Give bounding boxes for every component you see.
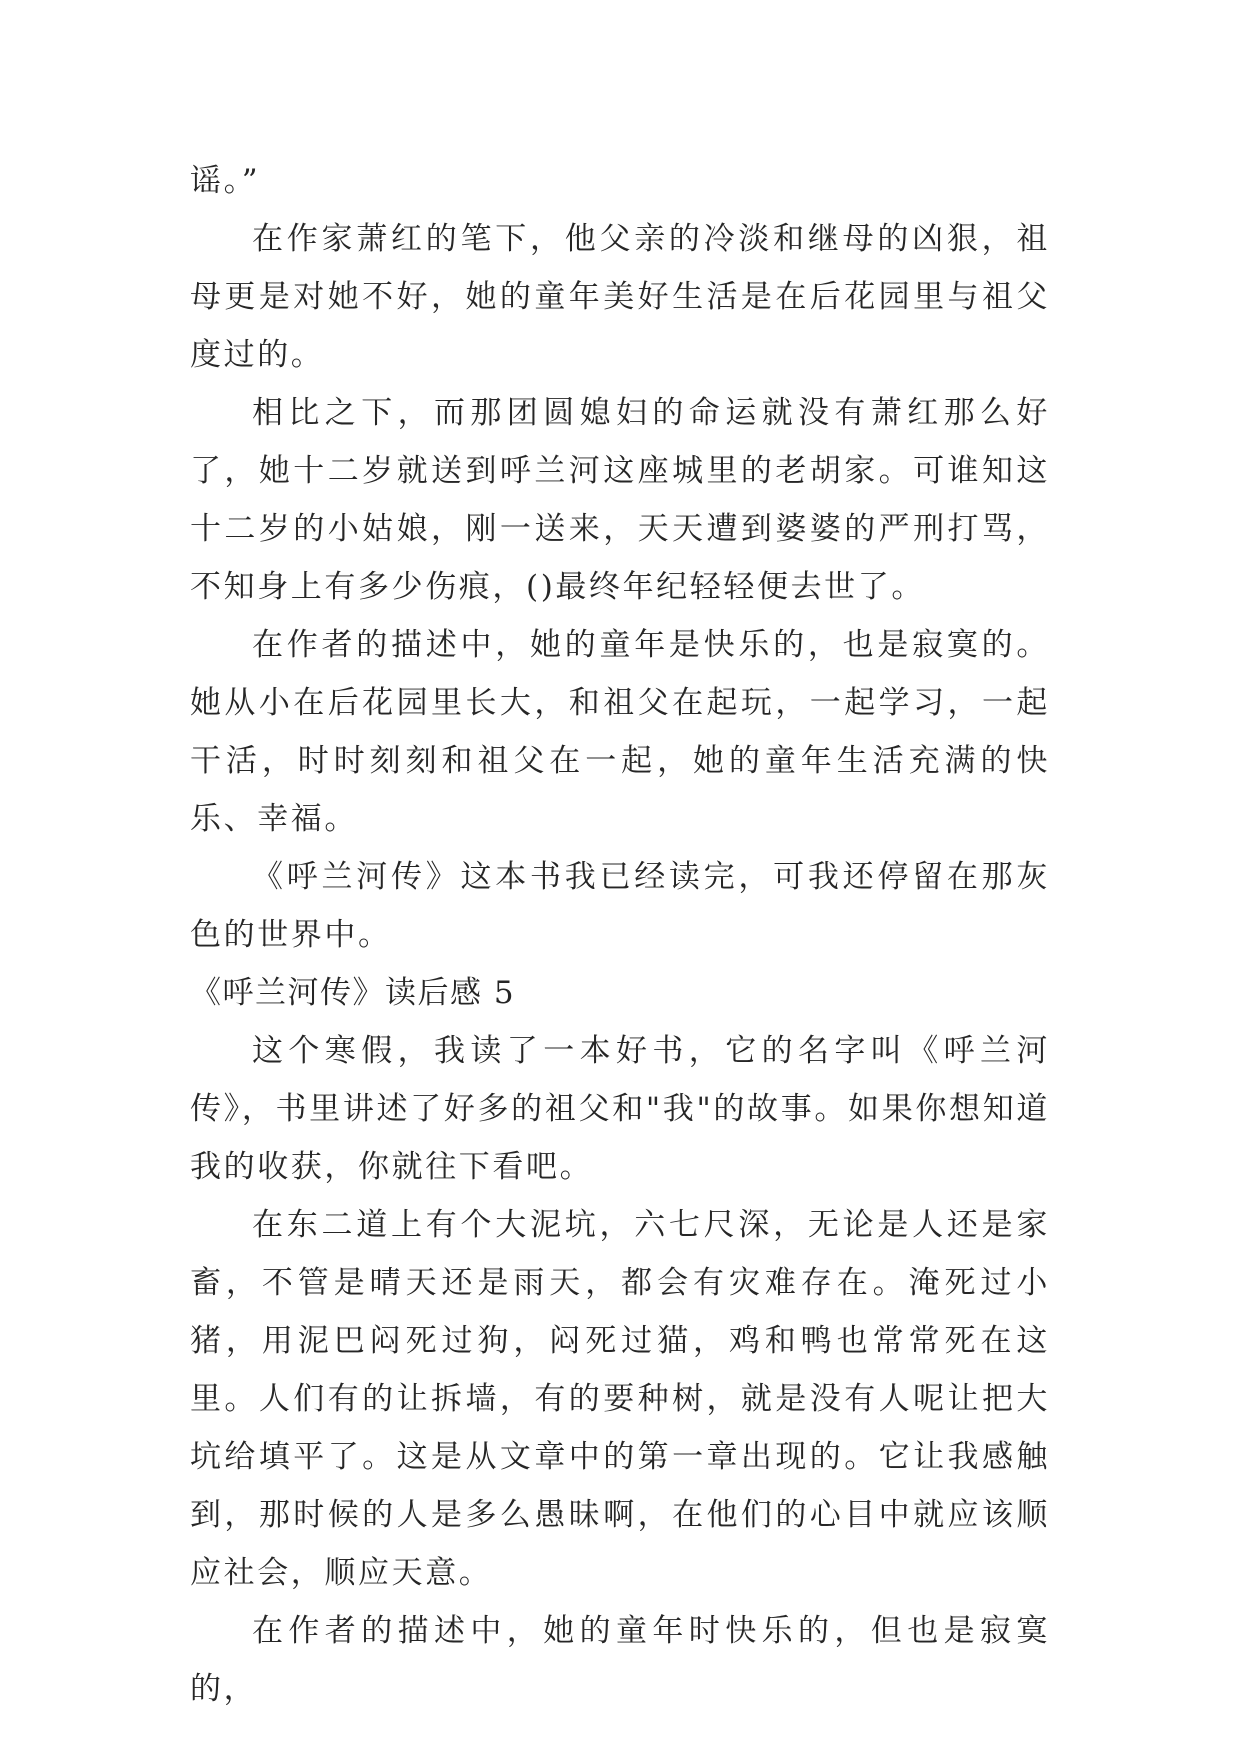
paragraph: 《呼兰河传》这本书我已经读完，可我还停留在那灰色的世界中。: [190, 859, 1050, 953]
paragraph: 在作者的描述中，她的童年时快乐的，但也是寂寞的，: [190, 1613, 1050, 1707]
document-body: [190, 152, 1050, 1718]
section-title: 《呼兰河传》读后感 5: [190, 975, 516, 1011]
paragraph-continuation: 谣。”: [190, 163, 261, 199]
paragraph: 相比之下，而那团圆媳妇的命运就没有萧红那么好了，她十二岁就送到呼兰河这座城里的老胡家。可谁知这十二岁的小姑娘，刚一送来，天天遭到婆婆的严刑打骂，不知身上有多少伤痕，()最终年纪轻轻便去世了。: [190, 395, 1050, 605]
paragraph: 在东二道上有个大泥坑，六七尺深，无论是人还是家畜，不管是晴天还是雨天，都会有灾难存在。淹死过小猪，用泥巴闷死过狗，闷死过猫，鸡和鸭也常常死在这里。人们有的让拆墙，有的要种树，就是没有人呢让把大坑给填平了。这是从文章中的第一章出现的。它让我感触到，那时候的人是多么愚昧啊，在他们的心目中就应该顺应社会，顺应天意。: [190, 1207, 1050, 1591]
paragraph: 这个寒假，我读了一本好书，它的名字叫《呼兰河传》，书里讲述了好多的祖父和"我"的故事。如果你想知道我的收获，你就往下看吧。: [190, 1033, 1050, 1185]
paragraph: 在作者的描述中，她的童年是快乐的，也是寂寞的。她从小在后花园里长大，和祖父在起玩，一起学习，一起干活，时时刻刻和祖父在一起，她的童年生活充满的快乐、幸福。: [190, 627, 1050, 837]
paragraph: 在作家萧红的笔下，他父亲的冷淡和继母的凶狠，祖母更是对她不好，她的童年美好生活是在后花园里与祖父度过的。: [190, 221, 1050, 373]
